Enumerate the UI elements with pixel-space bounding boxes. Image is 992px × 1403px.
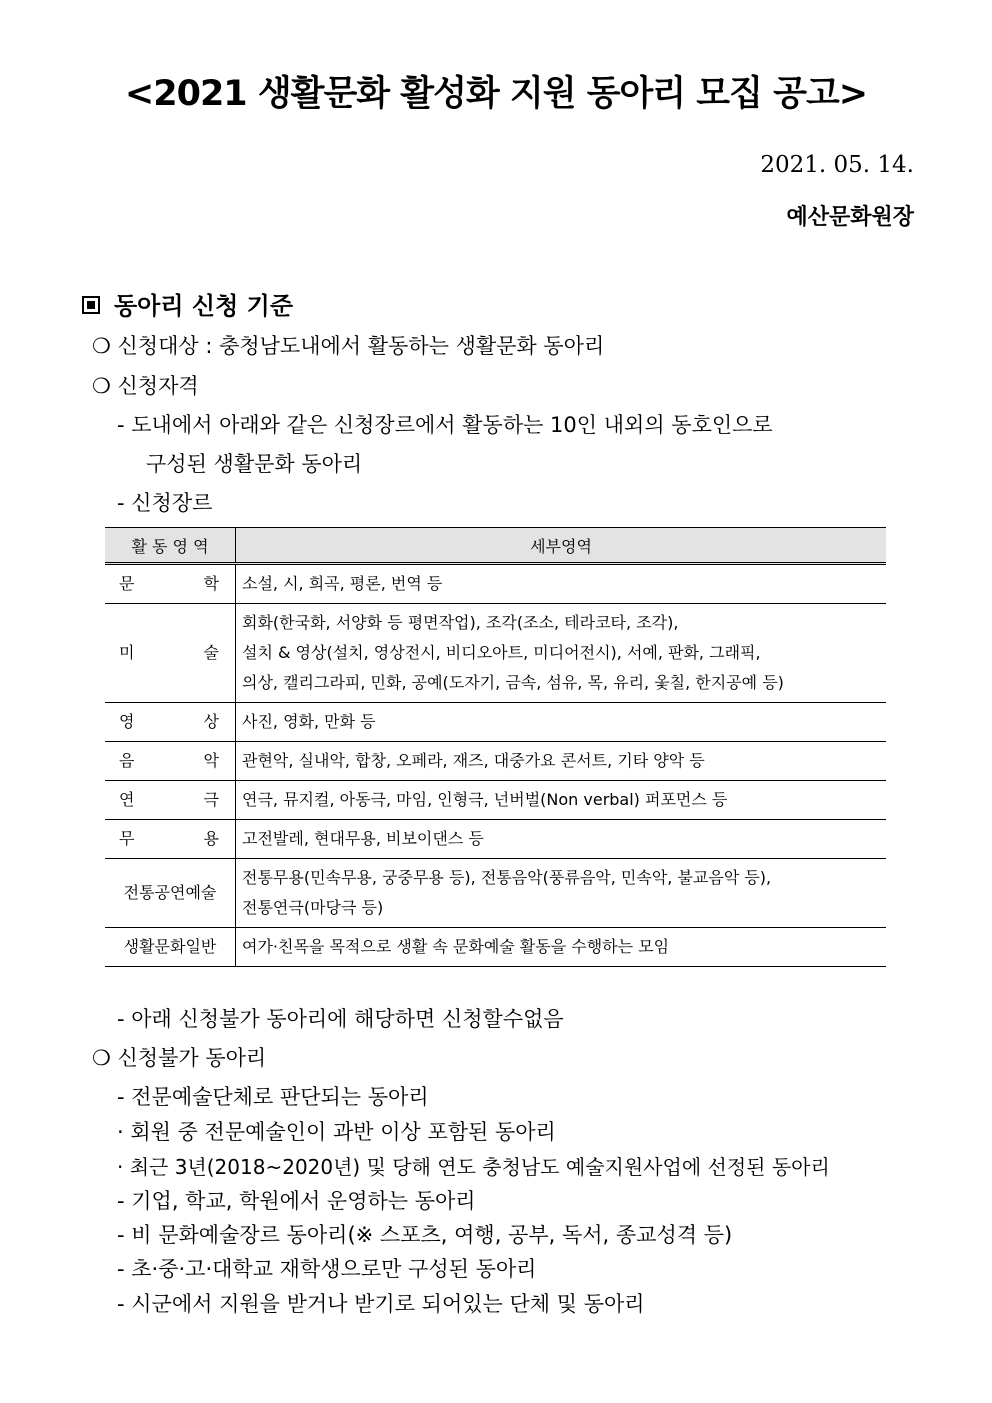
table-header: 세부영역 (236, 528, 887, 564)
ineligible-item: - 초·중·고·대학교 재학생으로만 구성된 동아리 (117, 1257, 537, 1281)
table-row (105, 742, 886, 781)
ineligible-item: - 시군에서 지원을 받거나 받기로 되어있는 단체 및 동아리 (117, 1292, 645, 1316)
area-cell: 생활문화일반 (105, 928, 236, 967)
area-cell: 무 용 (105, 820, 236, 859)
qualification-heading: ❍ 신청자격 (92, 374, 199, 398)
table-row (105, 604, 886, 703)
detail-cell: 전통무용(민속무용, 궁중무용 등), 전통음악(풍류음악, 민속악, 불교음악 등), 전통연극(마당극 등) (236, 859, 887, 928)
section-title: 동아리 신청 기준 (114, 292, 293, 320)
section-heading (82, 286, 293, 321)
ineligible-item: - 기업, 학교, 학원에서 운영하는 동아리 (117, 1189, 476, 1213)
detail-cell: 고전발레, 현대무용, 비보이댄스 등 (236, 820, 887, 859)
square-bullet-icon (82, 296, 100, 314)
ineligible-heading: ❍ 신청불가 동아리 (92, 1046, 267, 1070)
detail-cell: 사진, 영화, 만화 등 (236, 703, 887, 742)
issuer: 예산문화원장 (786, 205, 914, 230)
page-title: <2021 생활문화 활성화 지원 동아리 모집 공고> (124, 74, 868, 114)
table-row (105, 564, 886, 604)
ineligible-note: - 아래 신청불가 동아리에 해당하면 신청할수없음 (117, 1007, 564, 1031)
genre-label: - 신청장르 (117, 491, 213, 515)
area-cell: 전통공연예술 (105, 859, 236, 928)
target-line: ❍ 신청대상 : 충청남도내에서 활동하는 생활문화 동아리 (92, 334, 605, 358)
detail-cell: 소설, 시, 희곡, 평론, 번역 등 (236, 564, 887, 604)
area-cell: 연 극 (105, 781, 236, 820)
table-header: 활 동 영 역 (105, 528, 236, 564)
detail-cell: 관현악, 실내악, 합창, 오페라, 재즈, 대중가요 콘서트, 기타 양악 등 (236, 742, 887, 781)
qualification-line: - 도내에서 아래와 같은 신청장르에서 활동하는 10인 내외의 동호인으로 (117, 413, 773, 437)
area-cell: 음 악 (105, 742, 236, 781)
ineligible-item: - 전문예술단체로 판단되는 동아리 (117, 1085, 429, 1109)
area-cell: 미 술 (105, 604, 236, 703)
detail-cell: 여가·친목을 목적으로 생활 속 문화예술 활동을 수행하는 모임 (236, 928, 887, 967)
table-row (105, 859, 886, 928)
table-row (105, 820, 886, 859)
notice-date: 2021. 05. 14. (760, 152, 914, 178)
table-row (105, 781, 886, 820)
detail-cell: 연극, 뮤지컬, 아동극, 마임, 인형극, 넌버벌(Non verbal) 퍼포먼스 등 (236, 781, 887, 820)
area-cell: 문 학 (105, 564, 236, 604)
ineligible-subitem: · 최근 3년(2018~2020년) 및 당해 연도 충청남도 예술지원사업에 선정된 동아리 (117, 1155, 830, 1179)
ineligible-item: - 비 문화예술장르 동아리(※ 스포츠, 여행, 공부, 독서, 종교성격 등) (117, 1223, 733, 1247)
ineligible-subitem: · 회원 중 전문예술인이 과반 이상 포함된 동아리 (117, 1120, 556, 1144)
genre-table (105, 527, 886, 967)
table-row (105, 928, 886, 967)
table-header-row (105, 528, 886, 564)
detail-cell: 회화(한국화, 서양화 등 평면작업), 조각(조소, 테라코타, 조각), 설치 & 영상(설치, 영상전시, 비디오아트, 미디어전시), 서예, 판화, 그래픽, 의상, 캘리그라피, 민화, 공예(도자기, 금속, 섬유, 목, 유리, 옻칠, 한지공예 등) (236, 604, 887, 703)
area-cell: 영 상 (105, 703, 236, 742)
qualification-line-cont: 구성된 생활문화 동아리 (146, 452, 363, 476)
table-row (105, 703, 886, 742)
